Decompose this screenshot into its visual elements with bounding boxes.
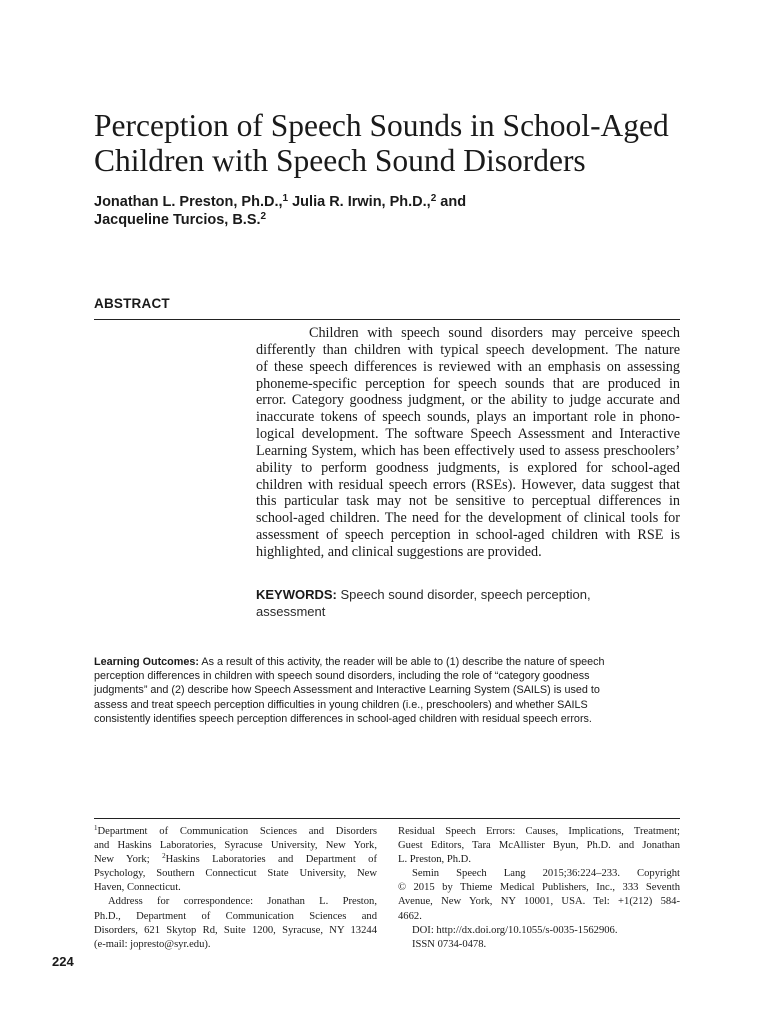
author-conjunction: and xyxy=(436,194,467,210)
abstract-line: Children with speech sound disorders may perceive speech xyxy=(309,325,680,341)
abstract-body xyxy=(256,325,680,561)
abstract-line: school-aged children. The need for the development of clinical tools for xyxy=(256,510,680,527)
affiliation-marker: 2 xyxy=(260,211,267,222)
outcomes-line: assess and treat speech perception difficulties in young children (i.e., preschoolers) and whether SAILS xyxy=(94,698,588,711)
abstract-line: phoneme-specific perception for speech sounds that are produced in xyxy=(256,375,680,392)
author-line-2 xyxy=(94,211,694,229)
abstract-line: ability to perform goodness judgments, is explored for school-aged xyxy=(256,459,680,476)
keywords xyxy=(256,587,680,620)
pubinfo-line: 4662. xyxy=(398,910,422,922)
abstract-line: Learning System, which has been effectively used to assess preschoolers’ xyxy=(256,442,680,459)
learning-outcomes-label: Learning Outcomes: xyxy=(94,656,199,668)
pubinfo-line: Guest Editors, Tara McAllister Byun, Ph.D. and Jonathan xyxy=(398,840,680,852)
affiliation-marker: 1 xyxy=(282,193,289,204)
abstract-line: children with residual speech errors (RSEs). However, data suggest that xyxy=(256,476,680,493)
abstract-line: inaccurate tokens of speech sounds, plays an important role in phono- xyxy=(256,409,680,426)
footnote-line xyxy=(94,825,377,839)
pubinfo-line: Residual Speech Errors: Causes, Implications, Treatment; xyxy=(398,826,680,837)
page-number: 224 xyxy=(52,954,74,969)
pubinfo-line: L. Preston, Ph.D. xyxy=(398,854,471,866)
pubinfo-line: Avenue, New York, NY 10001, USA. Tel: +1(212) 584- xyxy=(398,896,680,908)
author-name: Jacqueline Turcios, B.S. xyxy=(94,212,261,228)
pubinfo-line: Semin Speech Lang 2015;36:224–233. Copyright xyxy=(412,868,680,880)
footnote-line: Psychology, Southern Connecticut State University, New xyxy=(94,868,377,880)
affiliation-marker: 2 xyxy=(162,852,166,861)
title-line-1: Perception of Speech Sounds in School-Aged xyxy=(94,108,669,143)
abstract-line: logical development. The software Speech Assessment and Interactive xyxy=(256,426,680,443)
footnote-text: Haskins Laboratories and Department of xyxy=(165,854,377,866)
learning-outcomes xyxy=(94,655,680,726)
outcomes-line: judgments” and (2) describe how Speech Assessment and Interactive Learning System (SAILS) is used to xyxy=(94,684,600,697)
abstract-line: highlighted, and clinical suggestions are provided. xyxy=(256,543,542,560)
footnote-divider xyxy=(94,818,680,819)
pubinfo-line: © 2015 by Thieme Medical Publishers, Inc., 333 Seventh xyxy=(398,882,680,894)
author-name: Jonathan L. Preston, Ph.D., xyxy=(94,194,283,210)
correspondence-line: Disorders, 621 Skytop Rd, Suite 1200, Syracuse, NY 13244 xyxy=(94,924,377,936)
article-title xyxy=(94,108,704,178)
affiliation-marker: 1 xyxy=(94,824,98,832)
footnote-text: New York; xyxy=(94,854,163,866)
correspondence-line: (e-mail: jopresto@syr.edu). xyxy=(94,938,211,950)
abstract-line: of these speech differences is reviewed with an emphasis on assessing xyxy=(256,358,680,375)
affiliations-footnote xyxy=(94,825,377,952)
title-line-2: Children with Speech Sound Disorders xyxy=(94,143,586,178)
keywords-text: Speech sound disorder, speech perception, xyxy=(336,587,591,602)
keywords-label: KEYWORDS: xyxy=(256,587,337,602)
issn-line: ISSN 0734-0478. xyxy=(412,938,487,950)
abstract-line: this particular task may not be sensitive to perceptual differences in xyxy=(256,493,680,510)
abstract-line: differently than children with typical speech development. The nature xyxy=(256,341,680,358)
abstract-line: assessment of speech perception in school-aged children with RSE is xyxy=(256,527,680,544)
footnote-line: and Haskins Laboratories, Syracuse University, New York, xyxy=(94,840,377,852)
outcomes-line: consistently identifies speech perception differences in school-aged children with residual speech errors. xyxy=(94,712,592,725)
author-line-1 xyxy=(94,193,694,211)
correspondence-line: Address for correspondence: Jonathan L. Preston, xyxy=(108,896,377,908)
outcomes-line: perception differences in children with speech sound disorders, including the role of “category goodness xyxy=(94,670,590,683)
doi-line: DOI: http://dx.doi.org/10.1055/s-0035-1562906. xyxy=(412,924,618,936)
outcomes-text: As a result of this activity, the reader will be able to (1) describe the nature of speech xyxy=(199,656,605,668)
abstract-heading: ABSTRACT xyxy=(94,296,170,311)
author-list xyxy=(94,193,694,229)
publication-info xyxy=(398,825,680,952)
keywords-line-2: assessment xyxy=(256,603,326,619)
footnote-text: Department of Communication Sciences and Disorders xyxy=(97,826,377,837)
abstract-line: error. Category goodness judgment, or the ability to judge accurate and xyxy=(256,392,680,409)
keywords-line-1 xyxy=(256,587,680,604)
author-name: Julia R. Irwin, Ph.D., xyxy=(288,194,431,210)
affiliation-marker: 2 xyxy=(430,193,437,204)
footnote-line xyxy=(94,853,377,867)
abstract-divider xyxy=(94,319,680,320)
outcomes-line xyxy=(94,655,680,669)
footnote-line: Haven, Connecticut. xyxy=(94,882,181,894)
correspondence-line: Ph.D., Department of Communication Sciences and xyxy=(94,910,377,922)
